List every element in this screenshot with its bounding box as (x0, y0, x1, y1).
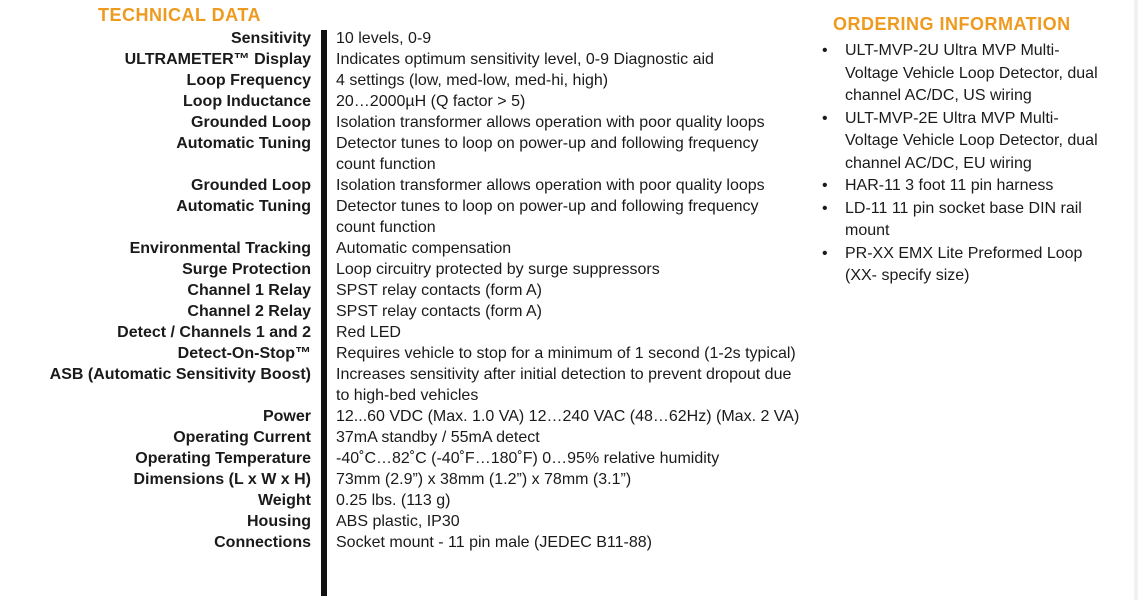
spec-value: Increases sensitivity after initial detection to prevent dropout due to high-bed vehicles (336, 366, 792, 404)
technical-data-title: TECHNICAL DATA (98, 5, 261, 25)
spec-value: Isolation transformer allows operation with poor quality loops (336, 177, 765, 194)
spec-row (0, 343, 800, 364)
bullet-icon: • (822, 42, 828, 59)
spec-label: Housing (247, 513, 311, 530)
spec-value: 0.25 lbs. (113 g) (336, 492, 451, 509)
ordering-item (822, 243, 1112, 288)
spec-label: Operating Temperature (135, 450, 311, 467)
ordering-item (822, 175, 1112, 198)
spec-value: Detector tunes to loop on power-up and following frequency count function (336, 198, 759, 236)
ordering-item-text: LD-11 11 pin socket base DIN rail mount (845, 199, 1082, 239)
spec-label: Environmental Tracking (129, 240, 311, 257)
spec-value: Socket mount - 11 pin male (JEDEC B11-88) (336, 534, 652, 551)
ordering-item-text: ULT-MVP-2U Ultra MVP Multi-Voltage Vehicle Loop Detector, dual channel AC/DC, US wiring (845, 42, 1098, 104)
ordering-item (822, 198, 1112, 243)
spec-label: Detect-On-Stop™ (177, 345, 311, 362)
ordering-information-title: ORDERING INFORMATION (833, 14, 1071, 34)
spec-label: Loop Frequency (186, 72, 311, 89)
spec-row (0, 469, 800, 490)
spec-value: Indicates optimum sensitivity level, 0-9 Diagnostic aid (336, 51, 714, 68)
spec-label: Channel 1 Relay (187, 282, 311, 299)
spec-label: ASB (Automatic Sensitivity Boost) (49, 366, 311, 383)
spec-row (0, 322, 800, 343)
ordering-item (822, 108, 1112, 176)
spec-label: Grounded Loop (191, 177, 311, 194)
spec-value: 37mA standby / 55mA detect (336, 429, 540, 446)
spec-label: Surge Protection (182, 261, 311, 278)
spec-row (0, 406, 800, 427)
spec-row (0, 238, 800, 259)
spec-row (0, 28, 800, 49)
ordering-item-text: PR-XX EMX Lite Preformed Loop (XX- specify size) (845, 244, 1083, 284)
spec-row (0, 490, 800, 511)
bullet-icon: • (822, 109, 828, 127)
spec-value: Requires vehicle to stop for a minimum of 1 second (1-2s typical) (336, 345, 796, 362)
spec-row (0, 175, 800, 196)
spec-label: Channel 2 Relay (187, 303, 311, 320)
spec-value: Loop circuitry protected by surge suppressors (336, 261, 660, 278)
spec-value: 10 levels, 0-9 (336, 30, 432, 47)
spec-table (0, 28, 800, 553)
spec-value: Detector tunes to loop on power-up and following frequency count function (336, 135, 759, 173)
spec-label: Sensitivity (230, 30, 311, 47)
spec-row (0, 532, 800, 553)
ordering-item (822, 40, 1112, 108)
spec-label: Detect / Channels 1 and 2 (117, 324, 311, 341)
spec-label: Dimensions (L x W x H) (133, 471, 311, 488)
spec-row (0, 364, 800, 406)
bullet-icon: • (822, 244, 828, 262)
spec-label: Weight (257, 492, 311, 509)
ordering-list (822, 40, 1112, 288)
spec-value: Red LED (336, 324, 401, 341)
page-edge (1134, 0, 1138, 600)
spec-row (0, 91, 800, 112)
spec-label: ULTRAMETER™ Display (124, 51, 311, 68)
spec-label: Automatic Tuning (176, 135, 311, 152)
spec-row (0, 49, 800, 70)
spec-row (0, 70, 800, 91)
bullet-icon: • (822, 177, 828, 194)
spec-label: Operating Current (173, 429, 311, 446)
spec-value: Automatic compensation (336, 240, 512, 257)
spec-value: 4 settings (low, med-low, med-hi, high) (336, 72, 609, 89)
spec-label: Loop Inductance (183, 93, 311, 110)
spec-label: Grounded Loop (191, 114, 311, 131)
bullet-icon: • (822, 199, 828, 217)
spec-value: SPST relay contacts (form A) (336, 303, 542, 320)
spec-label: Power (262, 408, 311, 425)
spec-label: Connections (214, 534, 311, 551)
spec-value: Isolation transformer allows operation with poor quality loops (336, 114, 765, 131)
spec-row (0, 448, 800, 469)
spec-value: SPST relay contacts (form A) (336, 282, 542, 299)
spec-value: 12...60 VDC (Max. 1.0 VA) 12…240 VAC (48…62Hz) (Max. 2 VA) (336, 408, 800, 425)
spec-row (0, 112, 800, 133)
spec-value: 73mm (2.9”) x 38mm (1.2”) x 78mm (3.1”) (336, 471, 632, 488)
spec-row (0, 511, 800, 532)
spec-row (0, 196, 800, 238)
spec-row (0, 427, 800, 448)
spec-value: 20…2000µH (Q factor > 5) (336, 93, 526, 110)
spec-label: Automatic Tuning (176, 198, 311, 215)
spec-row (0, 259, 800, 280)
ordering-item-text: ULT-MVP-2E Ultra MVP Multi-Voltage Vehicle Loop Detector, dual channel AC/DC, EU wiring (845, 109, 1098, 172)
spec-row (0, 301, 800, 322)
spec-row (0, 280, 800, 301)
spec-value: ABS plastic, IP30 (336, 513, 460, 530)
spec-value: -40˚C…82˚C (-40˚F…180˚F) 0…95% relative humidity (336, 450, 720, 467)
ordering-item-text: HAR-11 3 foot 11 pin harness (845, 177, 1054, 194)
spec-row (0, 133, 800, 175)
